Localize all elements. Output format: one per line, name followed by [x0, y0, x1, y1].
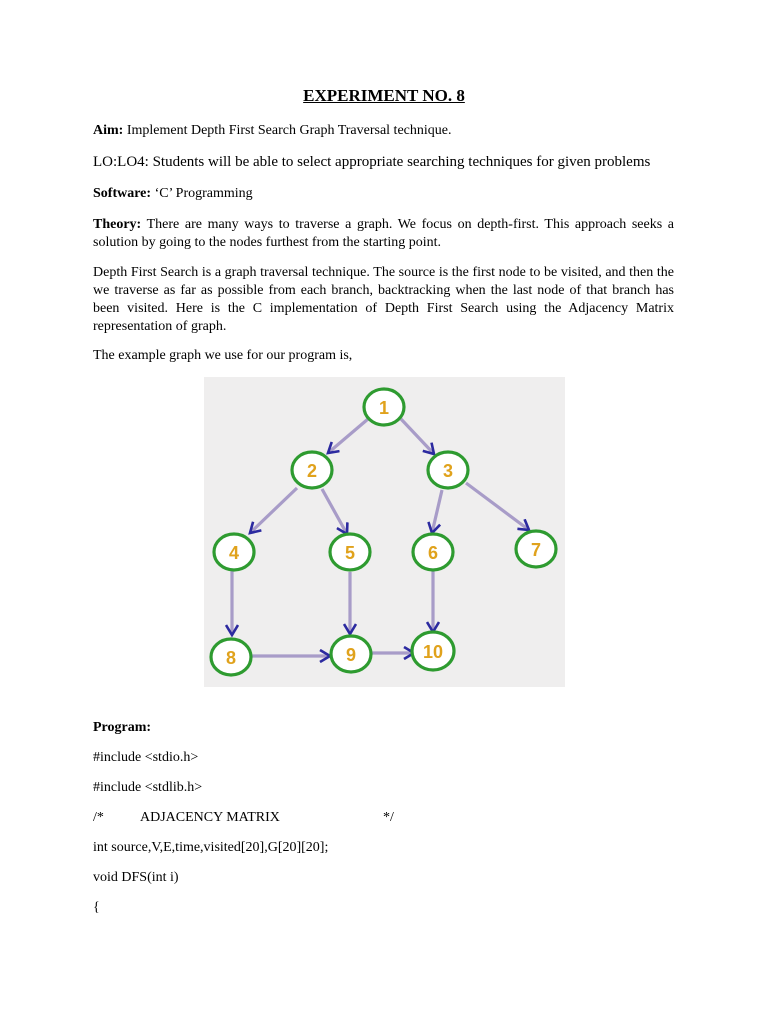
- aim-line: [93, 122, 451, 140]
- node-5-label: 5: [344, 543, 356, 563]
- theory-text: There are many ways to traverse a graph. We focus on depth-first. This approach seeks a solution by going to the nodes furthest from the starting point.: [93, 217, 674, 250]
- node-4-label: 4: [228, 543, 240, 563]
- dfs-paragraph: Depth First Search is a graph traversal technique. The source is the first node to be visited, and then the we traverse as far as possible from each branch, backtracking when the last node of that branch has been visited. Here is the C implementation of Depth First Search using the Adjacency Matrix representation of graph.: [93, 265, 674, 334]
- software-label: Software:: [93, 186, 152, 201]
- software-line: [93, 185, 253, 203]
- code-function-signature: void DFS(int i): [93, 870, 179, 885]
- node-6-label: 6: [427, 543, 439, 563]
- code-comment-text: ADJACENCY MATRIX: [140, 810, 280, 825]
- example-graph-figure: [204, 377, 565, 687]
- node-10-label: 10: [422, 642, 444, 662]
- code-open-brace: {: [93, 900, 100, 915]
- lo-line: LO:LO4: Students will be able to select appropriate searching techniques for given problems: [93, 154, 651, 170]
- theory-label: Theory:: [93, 217, 142, 232]
- edge-3-7: [466, 483, 529, 530]
- code-include-stdlib: #include <stdlib.h>: [93, 780, 203, 795]
- edge-1-3: [401, 419, 434, 454]
- theory-paragraph: [93, 216, 674, 252]
- example-intro: The example graph we use for our program is,: [93, 348, 353, 363]
- graph-diagram: [204, 377, 565, 687]
- aim-text: Implement Depth First Search Graph Traversal technique.: [126, 123, 452, 138]
- node-1-label: 1: [378, 398, 390, 418]
- code-comment-open: /*: [93, 810, 104, 825]
- edge-1-2: [328, 419, 368, 453]
- edge-2-4: [250, 488, 297, 533]
- code-comment-close: */: [383, 810, 394, 825]
- edge-3-6: [432, 490, 442, 533]
- code-declaration: int source,V,E,time,visited[20],G[20][20];: [93, 840, 329, 855]
- code-include-stdio: #include <stdio.h>: [93, 750, 199, 765]
- node-2-label: 2: [306, 461, 318, 481]
- node-8-label: 8: [225, 648, 237, 668]
- node-7-label: 7: [530, 540, 542, 560]
- node-3-label: 3: [442, 461, 454, 481]
- page-title: EXPERIMENT NO. 8: [303, 86, 465, 105]
- node-9-label: 9: [345, 645, 357, 665]
- edge-2-5: [322, 489, 347, 534]
- software-text: ‘C’ Programming: [154, 186, 253, 201]
- aim-label: Aim:: [93, 123, 124, 138]
- program-label: Program:: [93, 720, 152, 735]
